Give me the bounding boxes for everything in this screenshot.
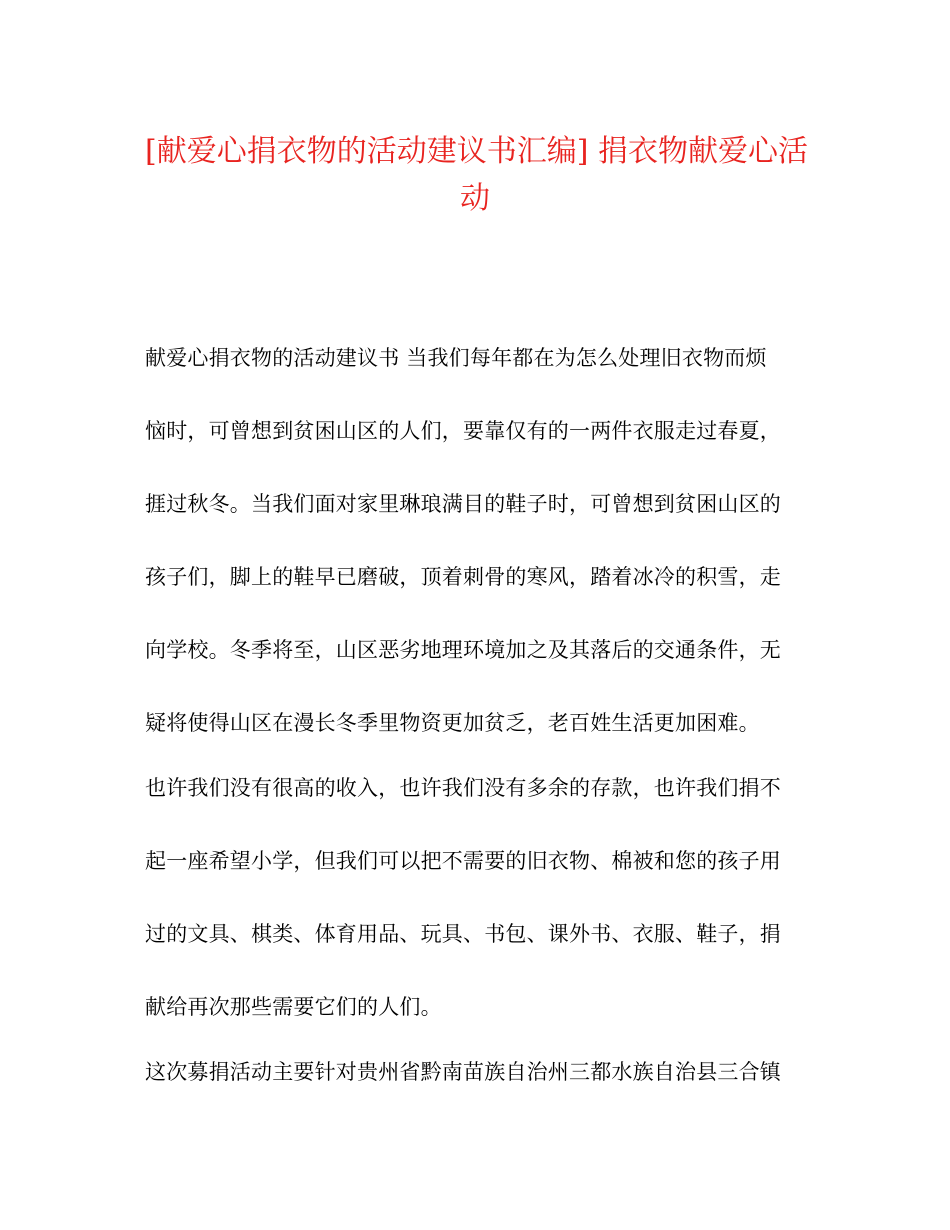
text-line: 孩子们，脚上的鞋早已磨破，顶着刺骨的寒风，踏着冰冷的积雪，走 <box>145 565 781 589</box>
text-line: 恼时，可曾想到贫困山区的人们，要靠仅有的一两件衣服走过春夏， <box>145 419 781 443</box>
title-line: 动 <box>460 181 490 216</box>
text-line: 捱过秋冬。当我们面对家里琳琅满目的鞋子时，可曾想到贫困山区的 <box>145 492 781 516</box>
text-line: 这次募捐活动主要针对贵州省黔南苗族自治州三都水族自治县三合镇 <box>145 1060 781 1084</box>
text-line: 向学校。冬季将至，山区恶劣地理环境加之及其落后的交通条件，无 <box>145 638 781 662</box>
text-line: 献爱心捐衣物的活动建议书 当我们每年都在为怎么处理旧衣物而烦 <box>145 346 767 370</box>
text-line: 献给再次那些需要它们的人们。 <box>145 995 442 1019</box>
title-line: [献爱心捐衣物的活动建议书汇编] 捐衣物献爱心活 <box>145 134 808 169</box>
document-body <box>145 0 808 1230</box>
text-line: 起一座希望小学，但我们可以把不需要的旧衣物、棉被和您的孩子用 <box>145 849 781 873</box>
text-line: 疑将使得山区在漫长冬季里物资更加贫乏，老百姓生活更加困难。 <box>145 711 760 735</box>
text-line: 过的文具、棋类、体育用品、玩具、书包、课外书、衣服、鞋子，捐 <box>145 922 781 946</box>
text-line: 也许我们没有很高的收入，也许我们没有多余的存款，也许我们捐不 <box>145 776 781 800</box>
